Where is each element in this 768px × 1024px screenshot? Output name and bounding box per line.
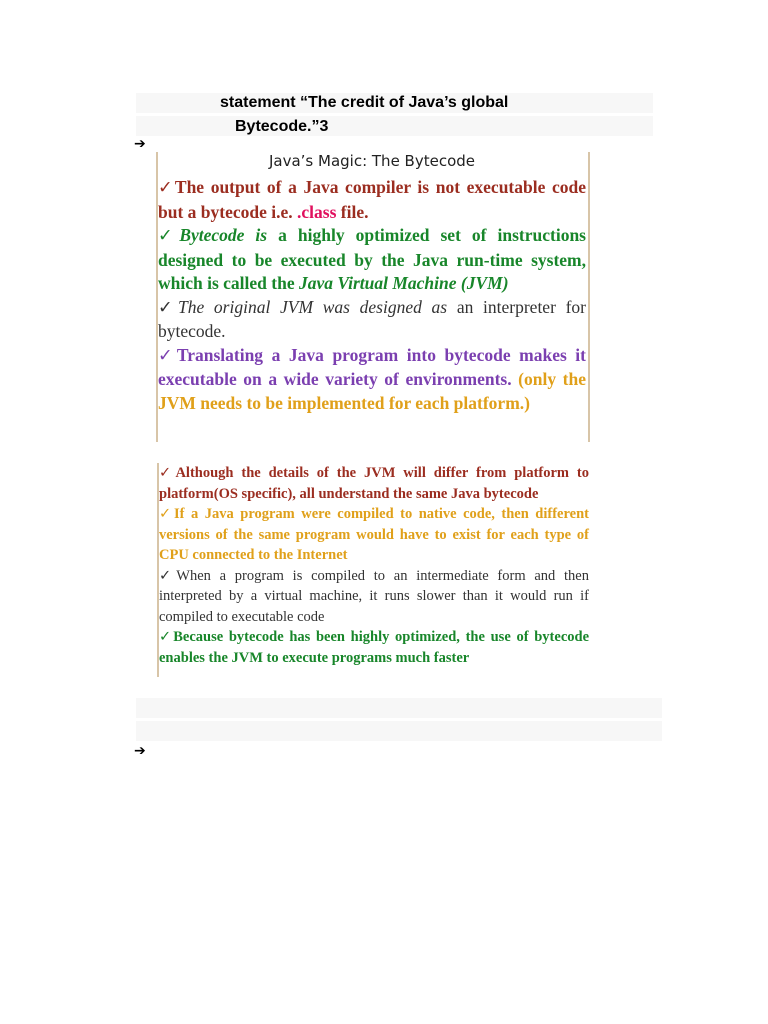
check-icon: ✓: [158, 178, 175, 198]
slide-point-1: ✓The output of a Java compiler is not executable code but a bytecode i.e. .class file.: [158, 177, 586, 222]
check-icon: ✓: [158, 297, 178, 318]
slide-point-2: ✓If a Java program were compiled to native code, then different versions of the same program would have to exist for each type of CPU connected to the Internet: [159, 506, 589, 563]
slide-title: Java’s Magic: The Bytecode: [268, 152, 476, 170]
header-line-2: Bytecode.”3: [235, 118, 329, 135]
slide-point-1: ✓Although the details of the JVM will differ from platform to platform(OS specific), all understand the same Java bytecode: [159, 465, 589, 502]
check-icon: ✓: [159, 465, 176, 481]
check-icon: ✓: [159, 506, 175, 522]
slide-point-3: ✓When a program is compiled to an intermediate form and then interpreted by a virtual machine, it runs slower than it would run if compiled to executable code: [159, 567, 589, 625]
slide-point-4: ✓Translating a Java program into bytecode makes it executable on a wide variety of environments. (only the JVM needs to be implemented for each platform.): [158, 344, 587, 413]
header-line-1: statement “The credit of Java’s global: [220, 94, 509, 111]
check-icon: ✓: [158, 226, 180, 246]
panel-left-border: [157, 463, 159, 677]
check-icon: ✓: [159, 629, 174, 645]
empty-band-2: [136, 721, 662, 741]
slide-point-2: ✓Bytecode is a highly optimized set of instructions designed to be executed by the Java run-time system, which is called the Java Virtual Machine (JVM): [158, 225, 586, 293]
slide-point-4: ✓Because bytecode has been highly optimized, the use of bytecode enables the JVM to execute programs much faster: [159, 629, 590, 666]
slide-point-3: ✓The original JVM was designed as an interpreter for bytecode.: [158, 296, 586, 341]
header-band-bottom: [136, 116, 653, 136]
jvm-slide-panel: [159, 463, 589, 677]
bytecode-slide-panel: [158, 152, 586, 442]
arrow-icon: ➔: [134, 743, 146, 759]
panel-right-border: [588, 152, 590, 442]
check-icon: ✓: [158, 345, 177, 366]
arrow-icon: ➔: [134, 136, 146, 152]
empty-band-1: [136, 698, 662, 718]
panel-left-border: [156, 152, 158, 442]
check-icon: ✓: [159, 567, 177, 584]
